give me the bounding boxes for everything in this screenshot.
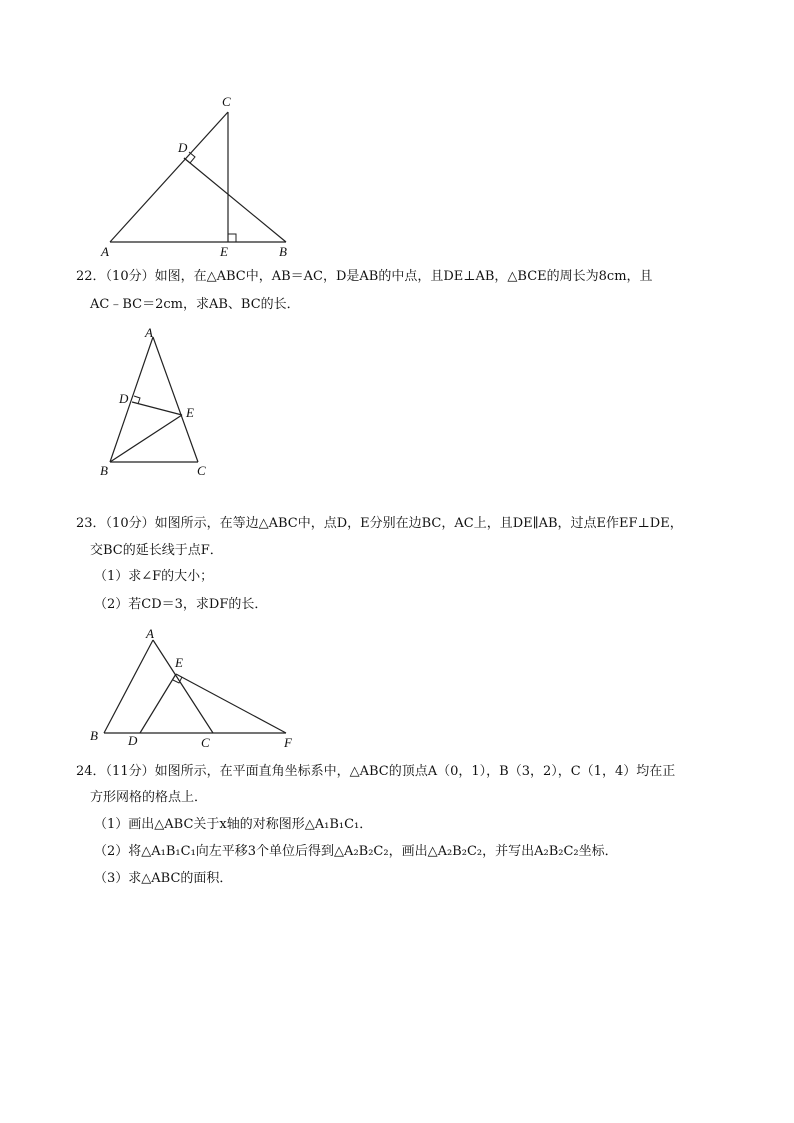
label-C: C <box>197 463 206 478</box>
figure-q21 <box>90 92 310 262</box>
figure-q23-svg <box>86 625 306 755</box>
right-angle-E <box>228 234 236 242</box>
segment-AB <box>104 640 153 733</box>
figure-q22-svg <box>96 325 226 485</box>
label-B: B <box>100 463 108 478</box>
segment-AC <box>153 337 198 462</box>
label-E: E <box>186 405 194 420</box>
segment-AC <box>153 640 213 733</box>
q24-part2: （2）将△A₁B₁C₁向左平移3个单位后得到△A₂B₂C₂，画出△A₂B₂C₂，并写出A₂B₂C₂坐标． <box>94 844 618 859</box>
label-A: A <box>146 626 154 641</box>
q23-line2: 交BC的延长线于点F． <box>90 543 223 558</box>
segment-DE <box>140 674 176 733</box>
label-E: E <box>175 655 183 670</box>
label-B: B <box>90 728 98 743</box>
segment-BE <box>110 415 182 462</box>
q22-line1: 22．（10分）如图，在△ABC中，AB＝AC，D是AB的中点，且DE⊥AB，△BCE的周长为8cm，且 <box>76 269 653 284</box>
label-B: B <box>279 244 287 259</box>
segment-AC <box>110 112 228 242</box>
q24-part1: （1）画出△ABC关于x轴的对称图形△A₁B₁C₁． <box>94 817 373 832</box>
segment-AB <box>110 337 153 462</box>
q23-line1: 23．（10分）如图所示，在等边△ABC中，点D，E分别在边BC，AC上，且DE∥AB，过点E作EF⊥DE， <box>76 516 683 531</box>
q23-part2: （2）若CD＝3，求DF的长． <box>94 597 268 612</box>
label-E: E <box>220 244 228 259</box>
q24-line2: 方形网格的格点上． <box>90 790 208 805</box>
label-C: C <box>222 94 231 109</box>
q24-line1: 24．（11分）如图所示，在平面直角坐标系中，△ABC的顶点A（0，1），B（3，2），C（1，4）均在正 <box>76 764 676 779</box>
label-A: A <box>145 325 153 340</box>
label-D: D <box>119 391 129 406</box>
figure-q21-svg <box>90 92 310 262</box>
label-A: A <box>101 244 109 259</box>
segment-EF <box>176 674 286 733</box>
q24-part3: （3）求△ABC的面积． <box>94 871 233 886</box>
label-C: C <box>201 735 210 750</box>
segment-DB <box>184 158 286 242</box>
figure-q23 <box>86 625 306 755</box>
label-D: D <box>128 733 138 748</box>
label-D: D <box>178 140 188 155</box>
q23-part1: （1）求∠F的大小； <box>94 569 214 584</box>
q22-line2: AC﹣BC＝2cm，求AB、BC的长． <box>90 297 300 312</box>
figure-q22 <box>96 325 226 485</box>
segment-DE <box>132 402 182 415</box>
label-F: F <box>284 735 292 750</box>
